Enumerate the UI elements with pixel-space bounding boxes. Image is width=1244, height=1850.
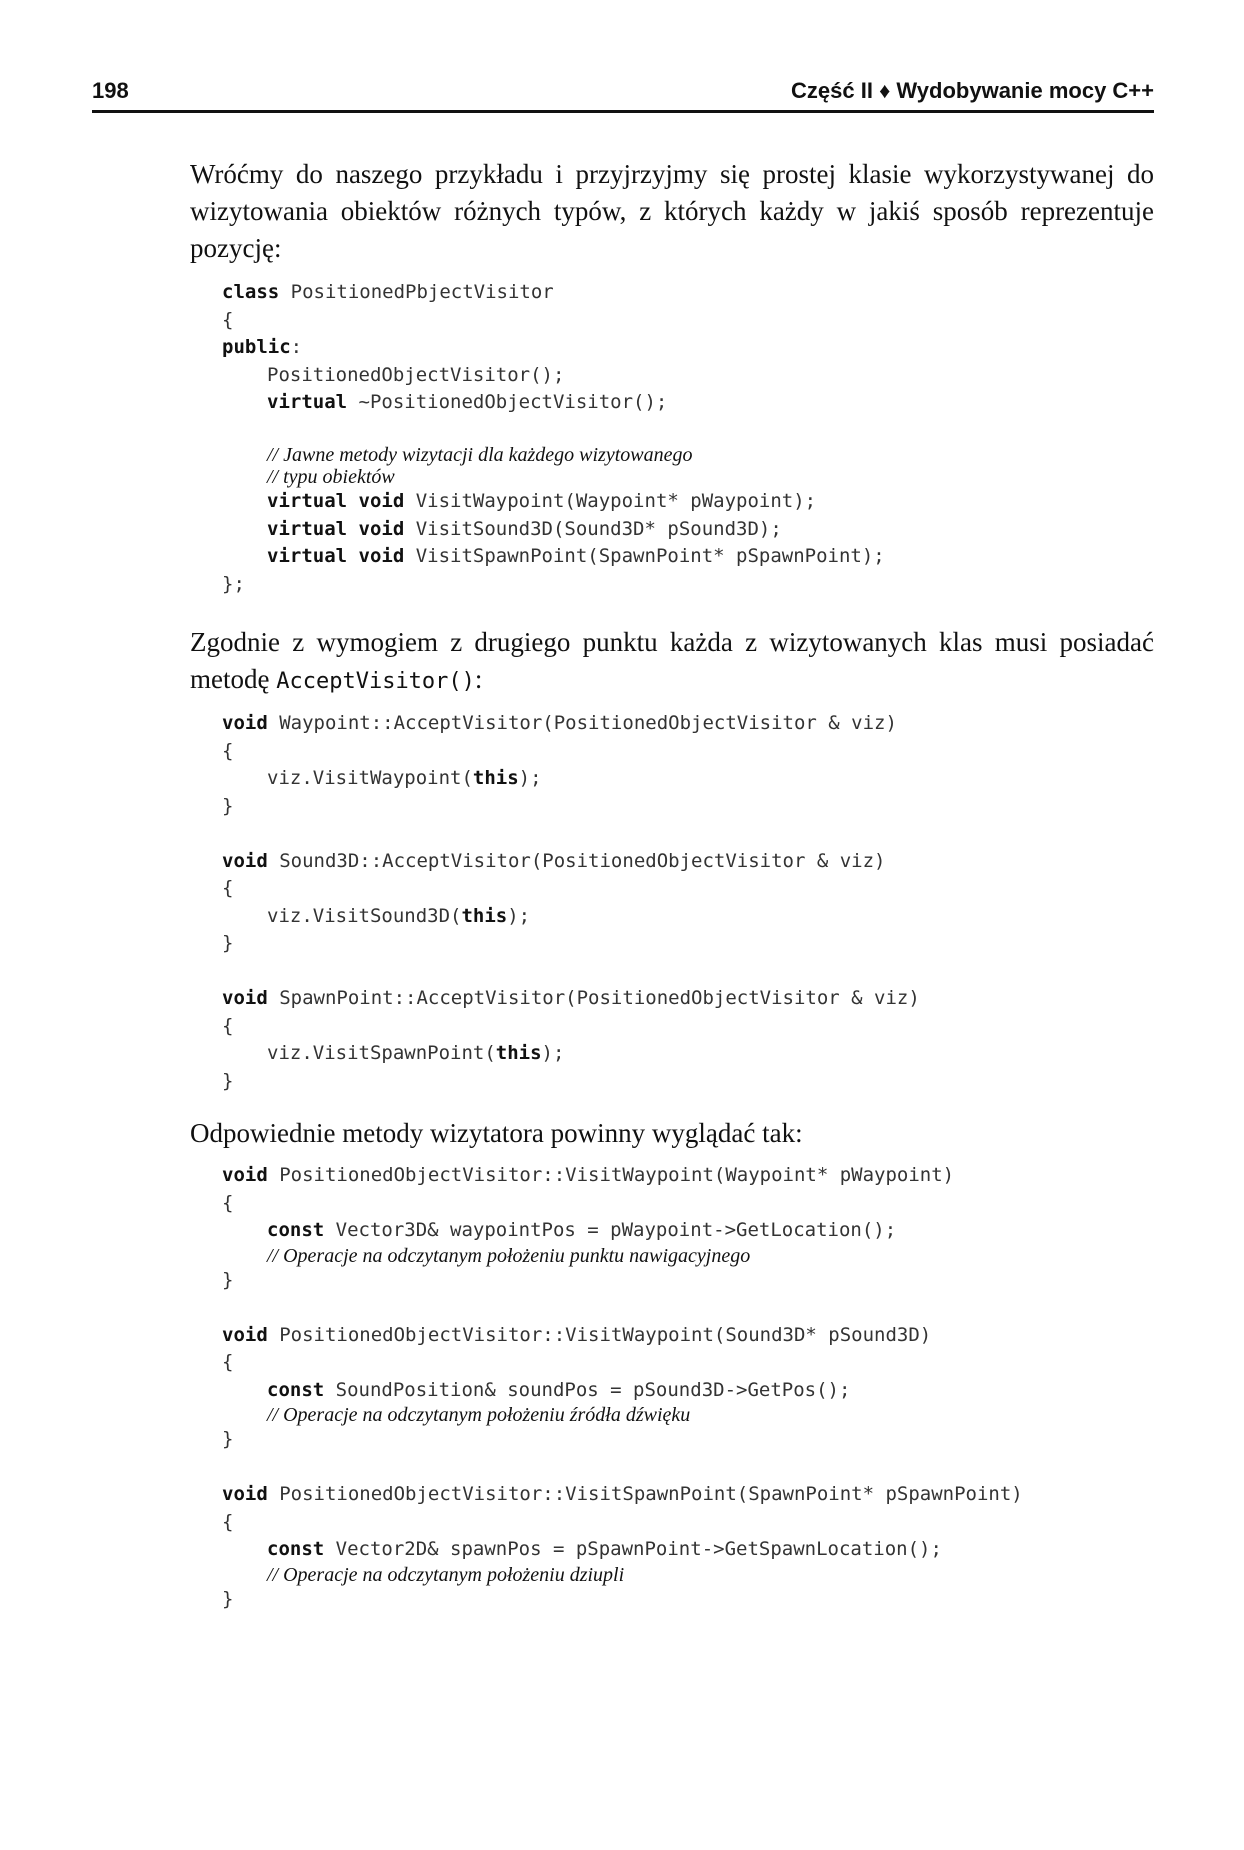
code-text: Waypoint::AcceptVisitor(PositionedObjectVisitor & viz): [267, 712, 897, 734]
code-text: :: [290, 336, 303, 358]
code-text: viz.VisitSound3D(: [267, 904, 462, 927]
code-block-visitor-methods: [222, 1162, 1154, 1613]
code-line: [222, 1377, 1154, 1405]
code-line: };: [222, 572, 245, 595]
code-keyword: const: [267, 1378, 325, 1401]
code-text: VisitSpawnPoint(SpawnPoint* pSpawnPoint);: [404, 545, 885, 567]
code-comment: // Operacje na odczytanym położeniu źródła dźwięku: [267, 1404, 691, 1426]
code-line: }: [222, 1069, 234, 1092]
paragraph-text: :: [474, 664, 483, 694]
code-text: viz.VisitSpawnPoint(: [267, 1042, 496, 1064]
code-text: PositionedObjectVisitor::VisitSpawnPoint(SpawnPoint* pSpawnPoint): [267, 1483, 1023, 1505]
code-text: SpawnPoint::AcceptVisitor(PositionedObjectVisitor & viz): [267, 987, 920, 1009]
code-keyword: void: [222, 1483, 268, 1505]
code-line: [222, 710, 1154, 738]
code-line: PositionedObjectVisitor();: [267, 363, 565, 386]
code-keyword: this: [495, 1042, 542, 1064]
code-comment: // Operacje na odczytanym położeniu dziupli: [267, 1563, 625, 1586]
code-keyword: const: [267, 1219, 325, 1241]
code-keyword: void: [222, 987, 268, 1009]
code-keyword: void: [222, 1323, 268, 1346]
page-content: [190, 156, 1154, 1613]
code-blank-line: [222, 1454, 1154, 1482]
code-line: [222, 334, 1154, 362]
code-line: [222, 1536, 1154, 1564]
code-blank-line: [222, 958, 1154, 986]
code-line: {: [222, 1191, 234, 1214]
code-text: ~PositionedObjectVisitor();: [347, 391, 668, 413]
code-text: Vector2D& spawnPos = pSpawnPoint->GetSpawnLocation();: [324, 1538, 942, 1560]
code-line: [222, 765, 1154, 793]
code-keyword: const: [267, 1538, 325, 1560]
code-text: PositionedObjectVisitor::VisitWaypoint(Waypoint* pWaypoint): [267, 1164, 955, 1186]
code-keyword: class: [222, 281, 280, 303]
code-line: [222, 903, 1154, 931]
code-text: SoundPosition& soundPos = pSound3D->GetPos();: [324, 1378, 851, 1401]
code-block-accept-visitor: [222, 710, 1154, 1095]
code-text: );: [541, 1042, 565, 1064]
code-line: [222, 543, 1154, 571]
code-line: {: [222, 739, 234, 762]
code-keyword: this: [461, 904, 508, 927]
code-keyword: virtual void: [267, 545, 405, 567]
code-text: Sound3D::AcceptVisitor(PositionedObjectVisitor & viz): [267, 849, 886, 872]
code-comment: // Jawne metody wizytacji dla każdego wizytowanego: [267, 444, 693, 466]
code-blank-line: [222, 1294, 1154, 1322]
page-header: [92, 76, 1154, 113]
code-line: [222, 389, 1154, 417]
code-keyword: void: [222, 1164, 268, 1186]
code-line: {: [222, 1510, 234, 1533]
code-keyword: this: [472, 767, 519, 789]
code-line: [222, 488, 1154, 516]
code-line: [222, 1040, 1154, 1068]
code-blank-line: [222, 417, 1154, 445]
code-line: [222, 1162, 1154, 1190]
code-text: PositionedObjectVisitor::VisitWaypoint(Sound3D* pSound3D): [267, 1323, 932, 1346]
code-keyword: void: [222, 712, 268, 734]
code-keyword: void: [222, 849, 268, 872]
code-line: [222, 516, 1154, 544]
code-block-class-declaration: [222, 279, 1154, 598]
code-text: VisitSound3D(Sound3D* pSound3D);: [404, 517, 782, 540]
code-line: {: [222, 308, 234, 331]
code-text: VisitWaypoint(Waypoint* pWaypoint);: [404, 490, 817, 512]
code-line: }: [222, 932, 234, 954]
code-line: }: [222, 794, 234, 817]
paragraph-intro: Wróćmy do naszego przykładu i przyjrzyjmy się prostej klasie wykorzystywanej do wizytowania obiektów różnych typów, z których każdy w jakiś sposób reprezentuje pozycję:: [190, 159, 1154, 263]
code-line: {: [222, 877, 234, 899]
inline-code: AcceptVisitor(): [276, 669, 475, 694]
code-comment: // Operacje na odczytanym położeniu punktu nawigacyjnego: [267, 1244, 751, 1267]
code-line: {: [222, 1351, 234, 1373]
running-title: Część II ♦ Wydobywanie mocy C++: [791, 78, 1154, 103]
code-keyword: virtual void: [267, 490, 405, 512]
code-line: {: [222, 1014, 234, 1037]
code-line: [222, 279, 1154, 307]
code-keyword: public: [222, 336, 291, 358]
paragraph-visitor-methods: Odpowiednie metody wizytatora powinny wyglądać tak:: [190, 1118, 803, 1148]
code-line: [222, 1322, 1154, 1350]
code-line: [222, 1217, 1154, 1245]
code-text: viz.VisitWaypoint(: [267, 767, 473, 789]
code-blank-line: [222, 820, 1154, 848]
paragraph-accept-visitor: [190, 624, 1154, 700]
code-text: PositionedPbjectVisitor: [279, 281, 554, 303]
code-comment: // typu obiektów: [267, 466, 395, 488]
page-number: 198: [92, 78, 129, 103]
code-line: [222, 985, 1154, 1013]
code-text: );: [518, 767, 542, 789]
code-text: );: [507, 904, 531, 927]
code-line: }: [222, 1428, 234, 1450]
code-line: [222, 848, 1154, 876]
code-keyword: virtual void: [267, 517, 405, 540]
code-line: [222, 1481, 1154, 1509]
code-keyword: virtual: [267, 391, 348, 413]
paragraph-text: Zgodnie z wymogiem z drugiego punktu każda z wizytowanych klas musi posiadać metodę: [190, 627, 1154, 694]
code-line: }: [222, 1587, 234, 1610]
code-text: Vector3D& waypointPos = pWaypoint->GetLocation();: [324, 1219, 897, 1241]
code-line: }: [222, 1268, 234, 1291]
